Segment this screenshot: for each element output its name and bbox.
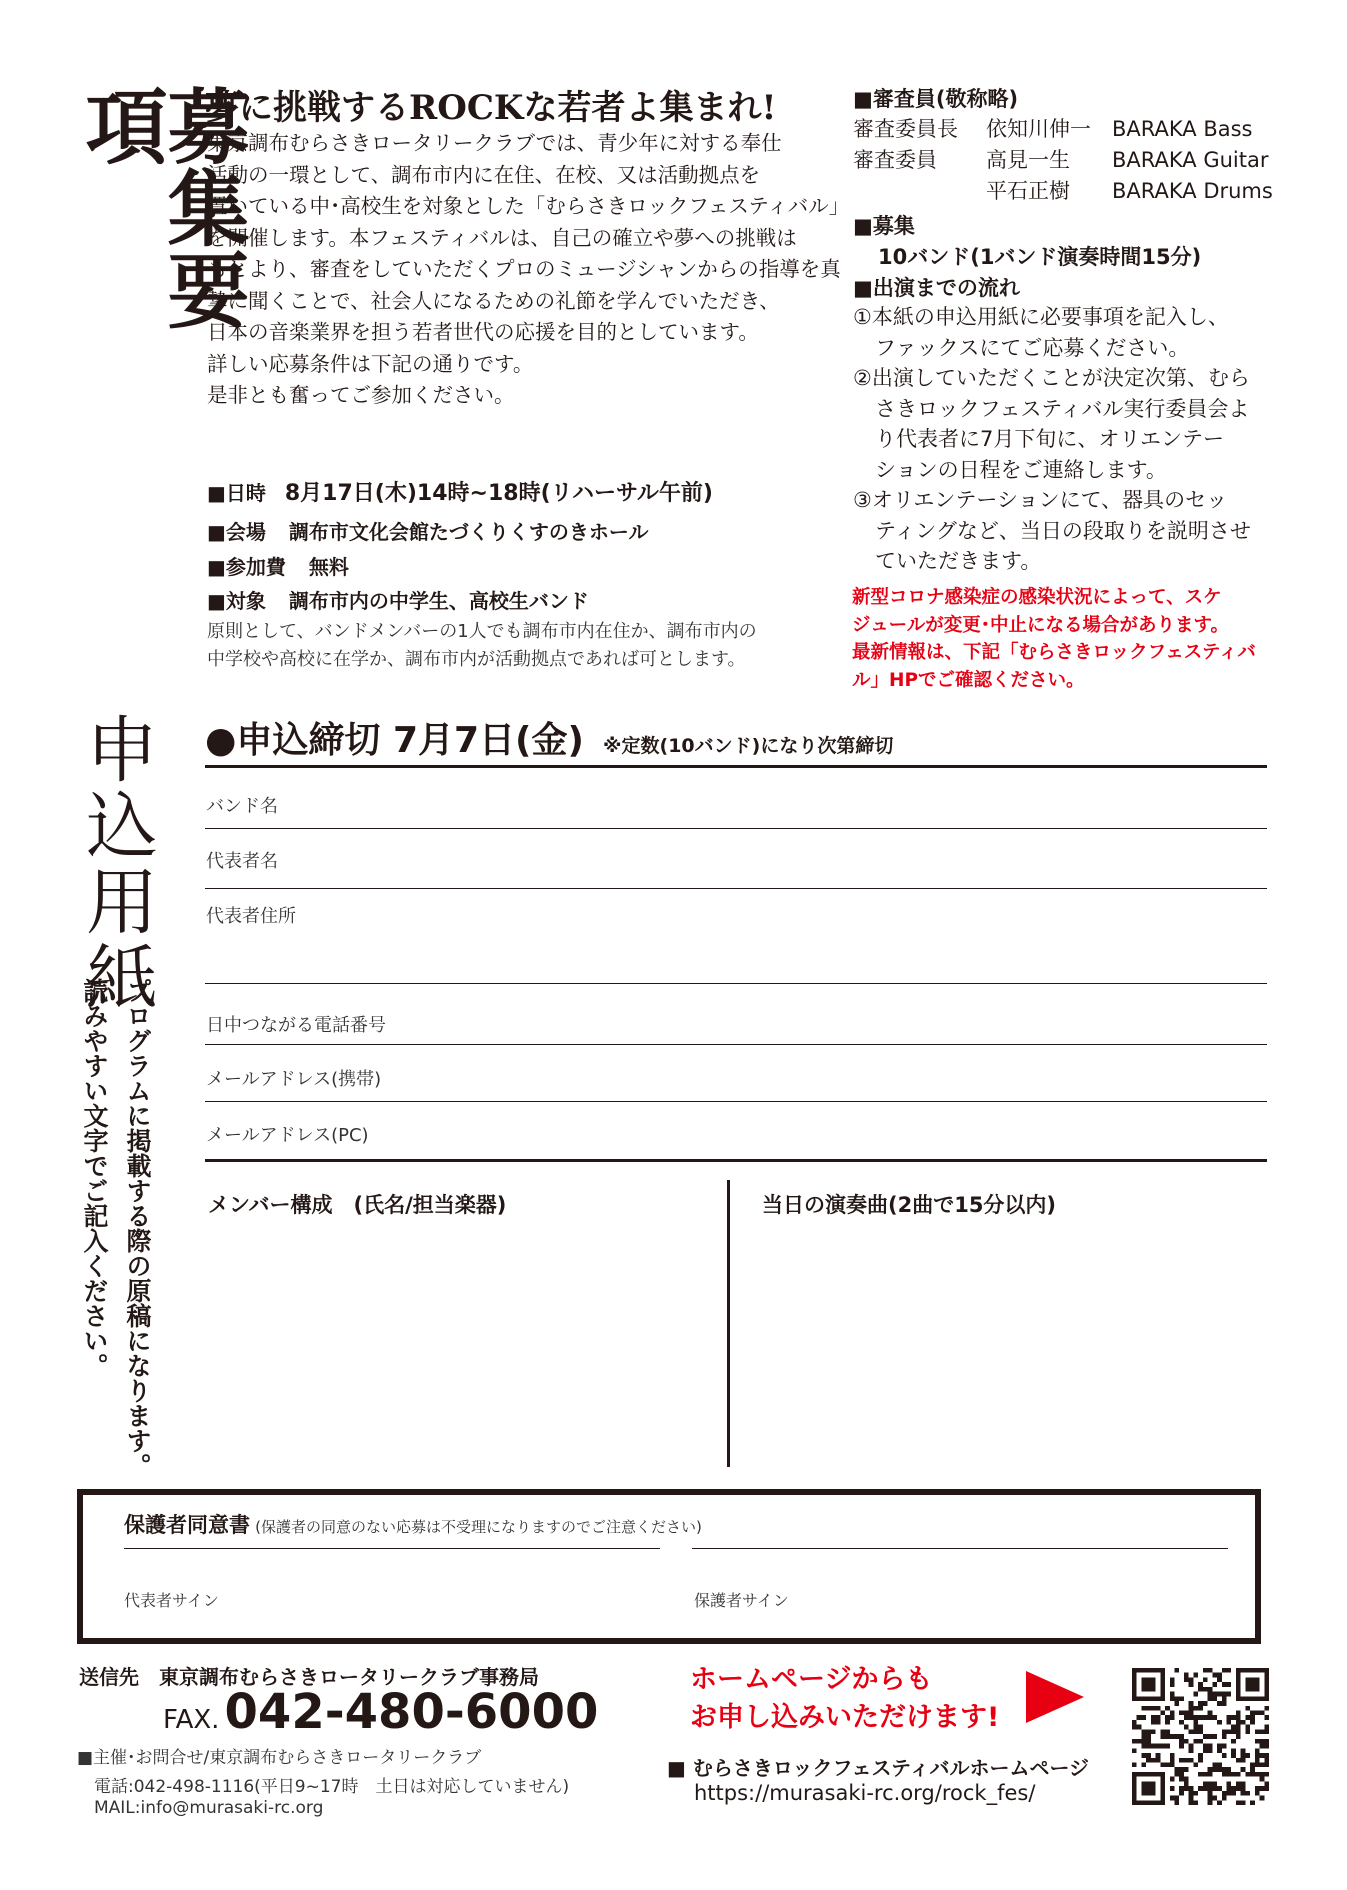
rep-sign-label: 代表者サイン <box>124 1591 219 1610</box>
fee-label: ■参加費 <box>207 555 286 579</box>
consent-line-left <box>124 1548 660 1549</box>
judge-row <box>853 176 1273 207</box>
divider <box>205 1044 1267 1045</box>
form-side-note-2: 読みやすい文字でご記入ください。 <box>80 978 109 1378</box>
fax-label: FAX. <box>163 1705 220 1735</box>
judge-band: BARAKA Bass <box>1112 117 1253 141</box>
guardian-sign-label: 保護者サイン <box>694 1591 789 1610</box>
songs-label: 当日の演奏曲(2曲で15分以内) <box>762 1193 1057 1217</box>
event-target <box>207 585 589 614</box>
covid-notice <box>852 584 1256 694</box>
judge-row <box>853 114 1273 145</box>
judge-name: 依知川伸一 <box>986 117 1091 141</box>
send-to: 送信先 東京調布むらさきロータリークラブ事務局 <box>79 1665 539 1689</box>
date-value: 8月17日(木)14時~18時(リハーサル午前) <box>284 481 713 506</box>
judge-row <box>853 145 1273 176</box>
headline: 夢に挑戦するROCKな若者よ集まれ! <box>205 88 777 128</box>
consent-heading <box>124 1509 702 1539</box>
hp-apply-message <box>690 1661 999 1737</box>
covid-line: ジュールが変更･中止になる場合があります。 <box>852 614 1230 636</box>
consent-title: 保護者同意書 <box>124 1513 250 1537</box>
intro-line: もとより、審査をしていただくプロのミュージシャンからの指導を真 <box>207 257 841 281</box>
flow-step-line: ②出演していただくことが決定次第、むら <box>853 366 1250 390</box>
members-field[interactable] <box>205 1180 725 1467</box>
venue-value: 調布市文化会館たづくりくすのきホール <box>288 520 649 544</box>
organizer: ■主催･お問合せ/東京調布むらさきロータリークラブ <box>77 1748 482 1768</box>
mail-pc-label: メールアドレス(PC) <box>206 1125 369 1146</box>
songs-field[interactable] <box>732 1180 1267 1467</box>
target-note-line: 中学校や高校に在学か、調布市内が活動拠点であれば可とします。 <box>207 649 746 670</box>
flow-step-line: ていただきます。 <box>875 549 1042 573</box>
rep-address-label: 代表者住所 <box>206 906 296 927</box>
judge-band: BARAKA Guitar <box>1112 148 1269 172</box>
deadline-text: ●申込締切 7月7日(金) <box>205 720 584 761</box>
rep-name-label: 代表者名 <box>206 851 278 872</box>
form-mid-rule <box>205 1159 1267 1162</box>
recruit-title: 募集要項 <box>72 84 249 330</box>
target-note <box>207 618 757 674</box>
judge-band: BARAKA Drums <box>1112 179 1273 203</box>
flow-step-line: ③オリエンテーションにて、器具のセッ <box>853 488 1228 512</box>
divider <box>205 888 1267 889</box>
target-value: 調布市内の中学生、高校生バンド <box>288 589 589 613</box>
consent-line-right <box>692 1548 1228 1549</box>
covid-line: 最新情報は、下記「むらさきロックフェスティバ <box>852 642 1256 663</box>
recruit-value: 10バンド(1バンド演奏時間15分) <box>878 245 1202 269</box>
guardian-sign-field[interactable] <box>692 1555 1228 1615</box>
divider <box>205 1101 1267 1102</box>
contact-tel: 電話:042-498-1116(平日9~17時 土日は対応していません) <box>94 1777 570 1797</box>
mail-pc-field[interactable] <box>205 1103 1267 1159</box>
target-note-line: 原則として、バンドメンバーの1人でも調布市内在住か、調布市内の <box>207 621 757 642</box>
event-date <box>207 476 713 507</box>
qr-code-icon[interactable] <box>1132 1668 1269 1809</box>
fax-number: 042-480-6000 <box>224 1684 599 1740</box>
judge-name: 平石正樹 <box>986 179 1070 203</box>
column-divider <box>727 1180 730 1467</box>
divider <box>205 828 1267 829</box>
target-label: ■対象 <box>207 589 266 613</box>
mail-mobile-label: メールアドレス(携帯) <box>206 1069 382 1090</box>
judges-heading: ■審査員(敬称略) <box>853 87 1019 111</box>
form-top-rule <box>205 765 1267 768</box>
mail-mobile-field[interactable] <box>205 1046 1267 1101</box>
hp-apply-line: ホームページからも <box>690 1664 933 1695</box>
flow-step-line: さきロックフェスティバル実行委員会よ <box>875 396 1250 421</box>
intro-line: 活動の一環として、調布市内に在住、在校、又は活動拠点を <box>207 162 761 187</box>
event-fee <box>207 551 349 580</box>
flow-heading: ■出演までの流れ <box>853 276 1020 300</box>
rep-address-field[interactable] <box>205 890 1267 983</box>
hp-url-link[interactable]: https://murasaki-rc.org/rock_fes/ <box>694 1781 1036 1805</box>
contact-mail: MAIL:info@murasaki-rc.org <box>94 1798 324 1818</box>
flow-step-line: ションの日程をご連絡します。 <box>875 457 1167 482</box>
flow-step-line: り代表者に7月下旬に、オリエンテー <box>875 427 1224 451</box>
members-label: メンバー構成 (氏名/担当楽器) <box>208 1193 507 1217</box>
intro-line: 東京調布むらさきロータリークラブでは、青少年に対する奉仕 <box>207 131 782 155</box>
flow-step-line: ファックスにてご応募ください。 <box>875 335 1190 360</box>
intro-line: 置いている中･高校生を対象とした「むらさきロックフェスティバル」 <box>207 194 850 218</box>
fax <box>163 1684 598 1740</box>
judge-name: 高見一生 <box>986 148 1070 172</box>
phone-label: 日中つながる電話番号 <box>206 1015 386 1036</box>
date-label: ■日時 <box>207 481 266 505</box>
covid-line: 新型コロナ感染症の感染状況によって、スケ <box>852 587 1222 608</box>
form-title: 申込用紙 <box>74 712 158 1016</box>
intro-line: を開催します。本フェスティバルは、自己の確立や夢への挑戦は <box>207 225 797 250</box>
phone-field[interactable] <box>205 985 1267 1043</box>
flow-step-line: ティングなど、当日の段取りを説明させ <box>875 518 1251 543</box>
deadline-note: ※定数(10バンド)になり次第締切 <box>603 735 894 757</box>
form-side-note-1: プログラムに掲載する際の原稿になります。 <box>123 978 152 1478</box>
play-arrow-icon <box>1026 1671 1084 1727</box>
intro-line: 是非とも奮ってご参加ください。 <box>207 383 515 407</box>
intro-line: 摯に聞くことで、社会人になるための礼節を学んでいただき、 <box>207 288 780 313</box>
fee-value: 無料 <box>308 555 349 579</box>
band-name-field[interactable] <box>205 780 1267 828</box>
deadline <box>205 712 893 763</box>
intro-paragraph <box>207 128 849 412</box>
judges-table <box>853 114 1273 207</box>
rep-name-field[interactable] <box>205 830 1267 888</box>
divider <box>205 983 1267 984</box>
hp-apply-line: お申し込みいただけます! <box>690 1702 1000 1733</box>
covid-line: ル」HPでご確認ください。 <box>852 669 1085 691</box>
hp-label: ■ むらさきロックフェスティバルホームページ <box>667 1756 1090 1780</box>
consent-note: (保護者の同意のない応募は不受理になりますのでご注意ください) <box>255 1518 702 1536</box>
event-venue <box>207 516 648 545</box>
judge-role: 審査委員長 <box>853 117 958 141</box>
venue-label: ■会場 <box>207 520 266 544</box>
recruit-heading: ■募集 <box>853 214 915 238</box>
rep-sign-field[interactable] <box>124 1555 660 1615</box>
flow-step-line: ①本紙の申込用紙に必要事項を記入し、 <box>853 305 1229 329</box>
flow-steps <box>853 302 1251 577</box>
intro-line: 日本の音楽業界を担う若者世代の応援を目的としています。 <box>207 320 759 344</box>
band-name-label: バンド名 <box>206 796 278 817</box>
judge-role: 審査委員 <box>853 148 937 172</box>
intro-line: 詳しい応募条件は下記の通りです。 <box>207 351 534 376</box>
